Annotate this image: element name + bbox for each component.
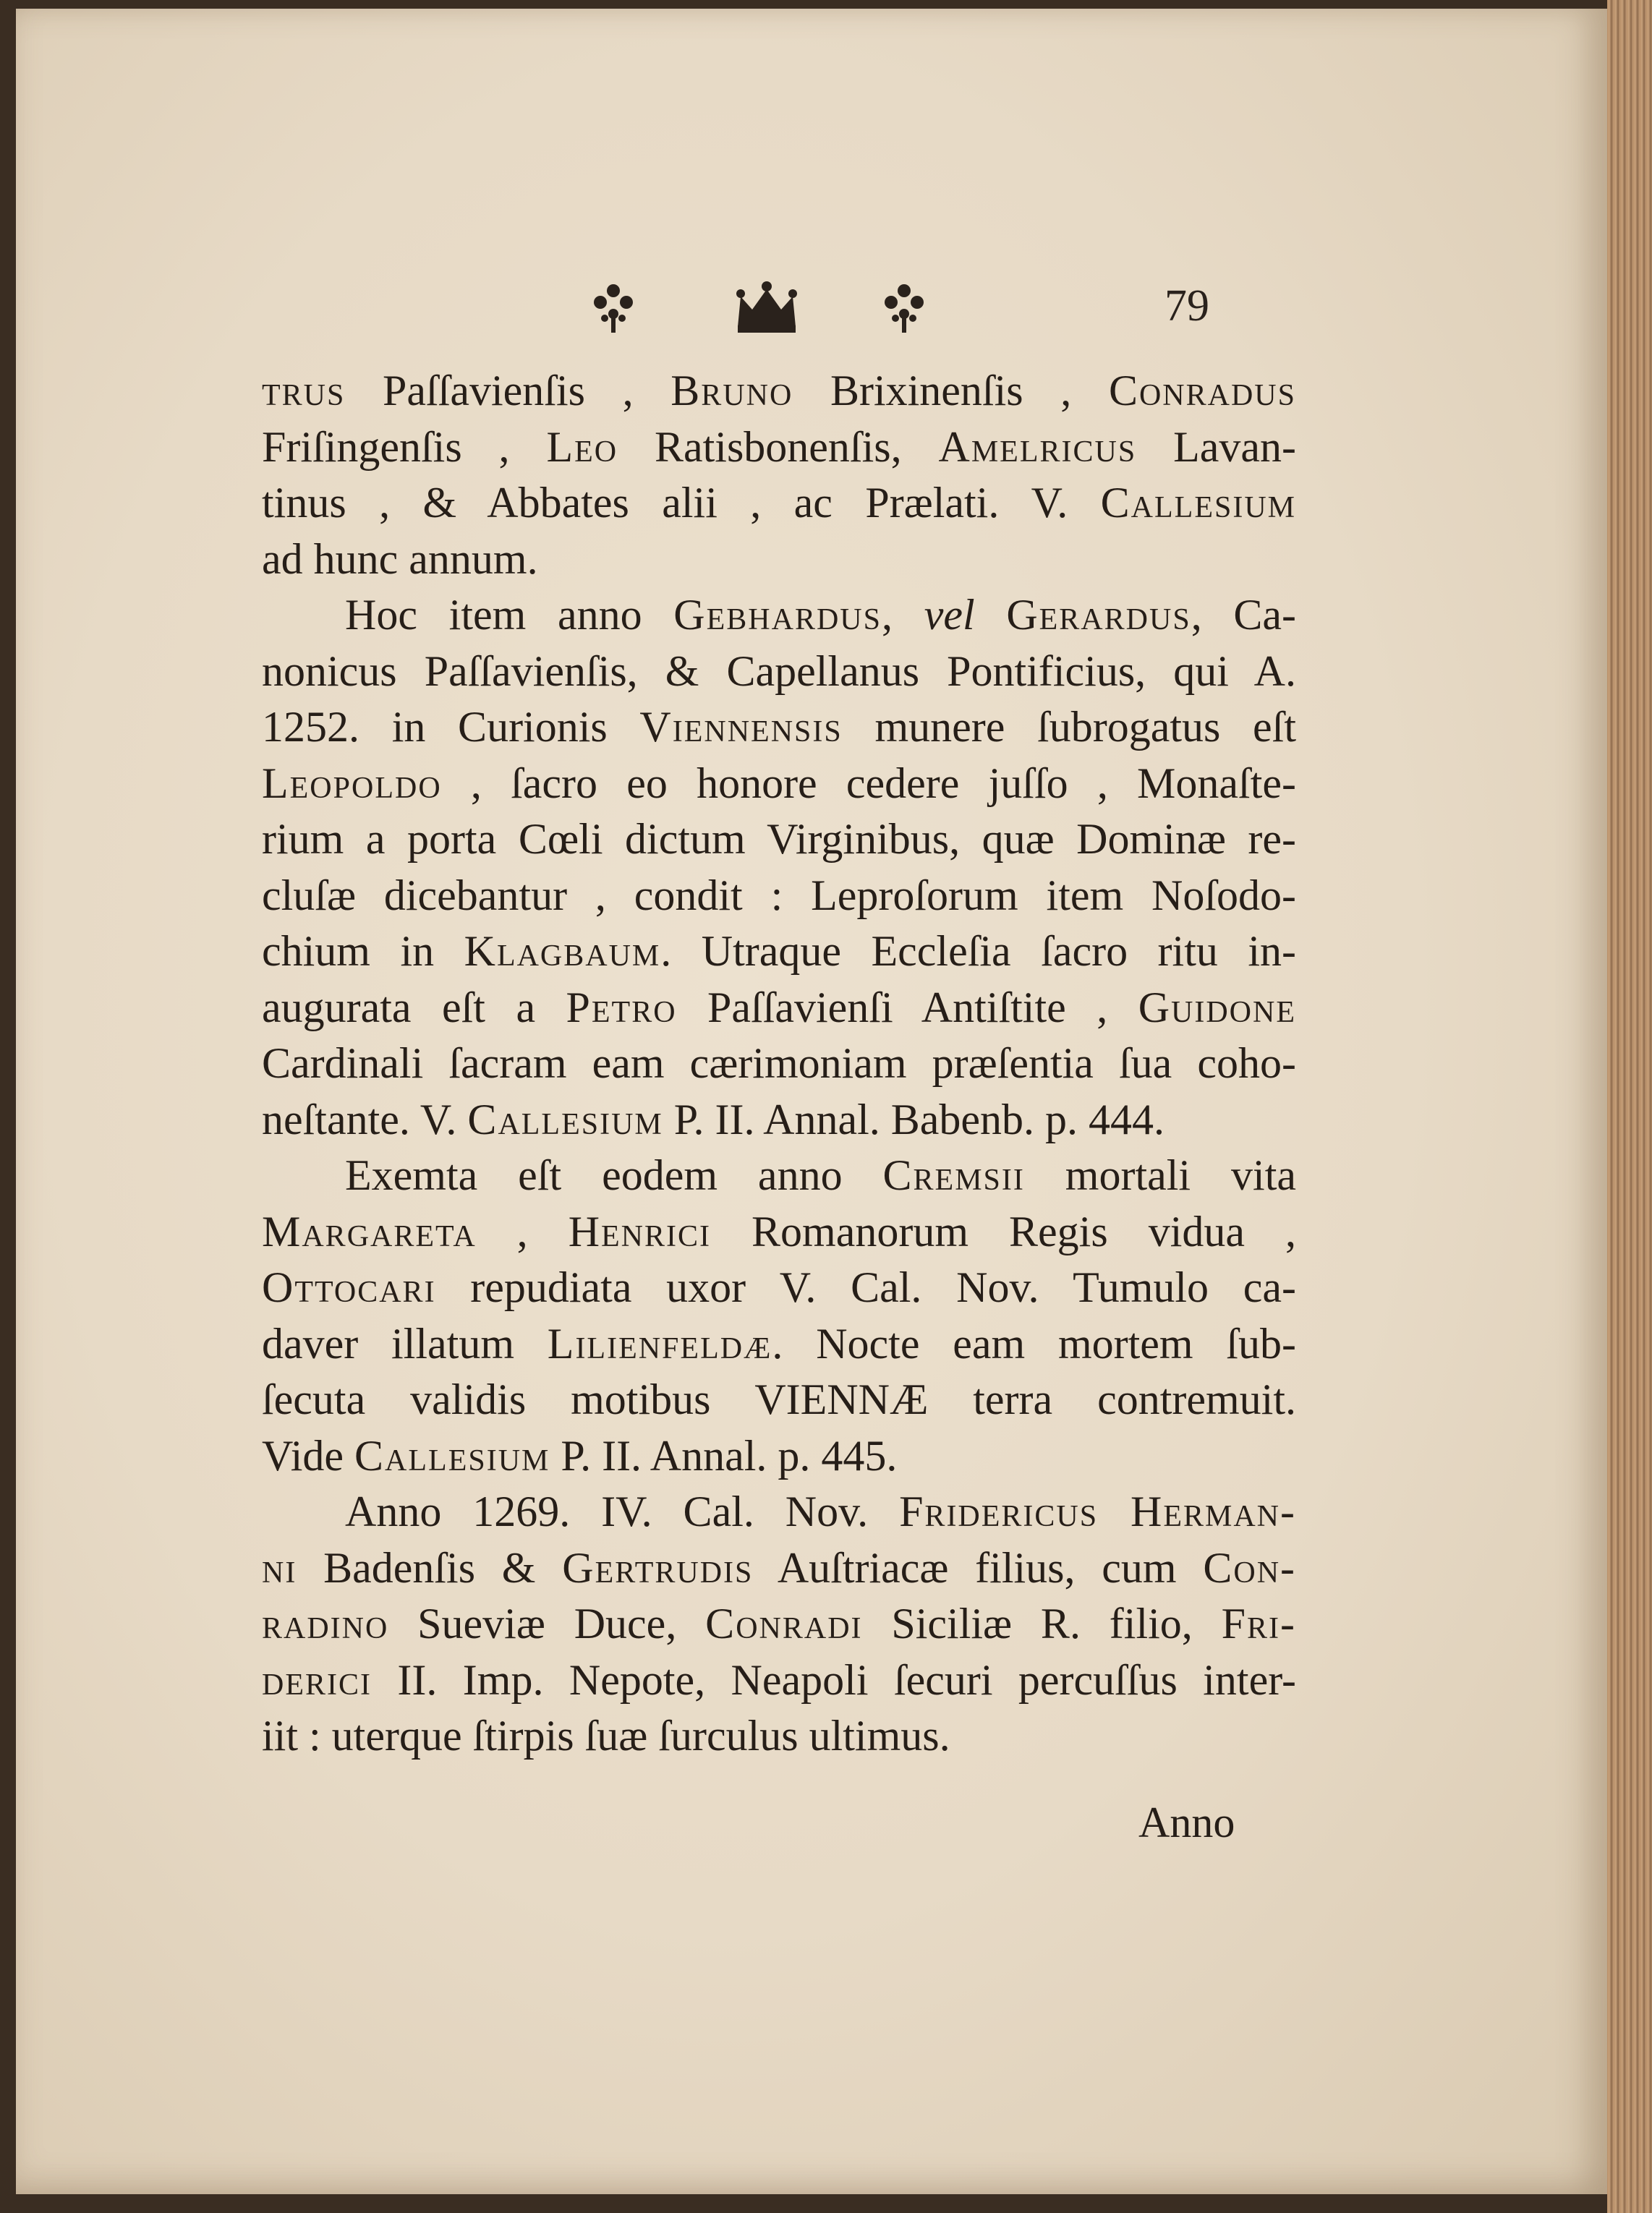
text-line xyxy=(262,1036,1296,1092)
small-caps-name: ni xyxy=(262,1543,297,1592)
small-caps-name: Petro xyxy=(566,983,677,1031)
small-caps-name: radino xyxy=(262,1600,389,1647)
small-caps-name: Conradus xyxy=(1108,367,1296,414)
small-caps-name: Margareta xyxy=(262,1207,477,1255)
text-run: chium in xyxy=(262,927,464,975)
small-caps-name: trus xyxy=(262,367,346,414)
text-line xyxy=(262,1596,1296,1653)
small-caps-name: Leopoldo xyxy=(262,759,442,807)
small-caps-name: Ottocari xyxy=(262,1263,436,1311)
text-run: Anno 1269. IV. Cal. Nov. xyxy=(345,1488,900,1535)
italic-word: vel xyxy=(924,591,975,639)
text-run: . Utraque Eccleſia ſacro ritu in- xyxy=(660,927,1297,975)
text-run: II. Imp. Nepote, Neapoli ſecuri percuſſus inter- xyxy=(372,1655,1296,1704)
small-caps-name: Fridericus Herman- xyxy=(899,1488,1296,1535)
text-run: ſecuta validis motibus VIENNÆ terra contremuit. xyxy=(262,1376,1296,1423)
text-run: Paſſavienſis , xyxy=(345,367,671,414)
text-run: Hoc item anno xyxy=(345,591,674,639)
text-run: Auſtriacæ filius, cum xyxy=(753,1543,1204,1592)
text-run xyxy=(975,591,1007,639)
small-caps-name: Con- xyxy=(1203,1543,1297,1592)
text-line xyxy=(262,1653,1296,1709)
small-caps-name: Callesium xyxy=(1100,479,1296,526)
small-caps-name: Callesium xyxy=(467,1095,663,1143)
small-caps-name: Cremsii xyxy=(882,1151,1025,1199)
text-line xyxy=(262,1484,1296,1540)
text-run: Vide xyxy=(262,1431,355,1480)
page-number: 79 xyxy=(1165,281,1209,331)
text-line xyxy=(262,924,1296,980)
small-caps-name: Conradi xyxy=(705,1600,863,1647)
small-caps-name: Amelricus xyxy=(938,422,1137,471)
text-run: , Ca- xyxy=(1191,591,1297,639)
small-caps-name: Gertrudis xyxy=(562,1543,754,1592)
small-caps-name: Gerardus xyxy=(1006,591,1191,639)
text-run: iit : uterque ſtirpis ſuæ ſurculus ultimus. xyxy=(262,1712,950,1760)
text-run: Friſingenſis , xyxy=(262,422,547,471)
text-line xyxy=(262,1148,1296,1204)
text-line xyxy=(262,699,1296,756)
text-line xyxy=(262,644,1296,700)
text-line xyxy=(262,868,1296,924)
fleuron-icon xyxy=(874,276,934,337)
small-caps-name: Leo xyxy=(546,422,618,471)
text-run: augurata eſt a xyxy=(262,983,566,1031)
text-line xyxy=(262,1428,1296,1485)
running-header xyxy=(16,276,1607,341)
small-caps-name: Fri- xyxy=(1221,1600,1296,1647)
text-run: munere ſubrogatus eſt xyxy=(842,703,1296,751)
text-run: Lavan- xyxy=(1136,422,1296,471)
text-line xyxy=(262,1540,1296,1597)
text-line xyxy=(262,532,1296,588)
text-line xyxy=(262,587,1296,644)
text-run: Cardinali ſacram eam cærimoniam præſentia ſua coho- xyxy=(262,1039,1296,1087)
text-line xyxy=(262,1092,1296,1148)
text-line xyxy=(262,1372,1296,1428)
text-run: Ratisbonenſis, xyxy=(618,422,939,471)
text-run: Badenſis & xyxy=(297,1543,563,1592)
text-run: nonicus Paſſavienſis, & Capellanus Pontificius, qui A. xyxy=(262,647,1296,695)
text-line xyxy=(262,1708,1296,1765)
text-run: rium a porta Cœli dictum Virginibus, quæ Dominæ re- xyxy=(262,815,1296,863)
text-run: 1252. in Curionis xyxy=(262,703,640,751)
text-run: Romanorum Regis vidua , xyxy=(711,1207,1296,1255)
text-run: Exemta eſt eodem anno xyxy=(345,1151,883,1199)
small-caps-name: Guidone xyxy=(1138,983,1296,1031)
small-caps-name: derici xyxy=(262,1655,372,1704)
small-caps-name: Henrici xyxy=(568,1207,712,1255)
page-edge xyxy=(1607,0,1652,2213)
text-line xyxy=(262,1316,1296,1373)
text-run: daver illatum xyxy=(262,1319,548,1368)
text-line xyxy=(262,811,1296,868)
text-run: tinus , & Abbates alii , ac Prælati. V. xyxy=(262,479,1101,526)
catchword: Anno xyxy=(1138,1799,1235,1846)
text-run: Siciliæ R. filio, xyxy=(862,1600,1222,1647)
small-caps-name: Viennensis xyxy=(639,703,843,751)
text-run: Sueviæ Duce, xyxy=(388,1600,706,1647)
text-run: Paſſavienſi Antiſtite , xyxy=(676,983,1138,1031)
small-caps-name: Klagbaum xyxy=(464,927,661,975)
small-caps-name: Lilienfeldæ xyxy=(547,1319,772,1368)
text-line xyxy=(262,1204,1296,1261)
text-line xyxy=(262,980,1296,1036)
text-run: , ſacro eo honore cedere juſſo , Monaſte- xyxy=(441,759,1296,807)
text-run: repudiata uxor V. Cal. Nov. Tumulo ca- xyxy=(435,1263,1296,1311)
small-caps-name: Bruno xyxy=(670,367,793,414)
text-line xyxy=(262,475,1296,532)
text-line xyxy=(262,1260,1296,1316)
text-run: Brixinenſis , xyxy=(793,367,1109,414)
body-text xyxy=(262,363,1296,1765)
text-run: , xyxy=(476,1207,569,1255)
text-line xyxy=(262,419,1296,476)
small-caps-name: Gebhardus xyxy=(673,591,882,639)
text-run: , xyxy=(882,591,924,639)
book-page xyxy=(16,9,1607,2194)
text-line xyxy=(262,363,1296,419)
text-run: P. II. Annal. p. 445. xyxy=(550,1431,898,1480)
text-run: P. II. Annal. Babenb. p. 444. xyxy=(663,1095,1165,1143)
text-run: cluſæ dicebantur , condit : Leproſorum item Noſodo- xyxy=(262,871,1296,919)
text-run: neſtante. V. xyxy=(262,1095,468,1143)
fleuron-icon xyxy=(583,276,644,337)
text-run: . Nocte eam mortem ſub- xyxy=(772,1319,1296,1368)
small-caps-name: Callesium xyxy=(354,1431,550,1480)
text-line xyxy=(262,756,1296,812)
text-run: mortali vita xyxy=(1024,1151,1296,1199)
crown-icon xyxy=(732,276,801,337)
text-run: ad hunc annum. xyxy=(262,534,538,583)
